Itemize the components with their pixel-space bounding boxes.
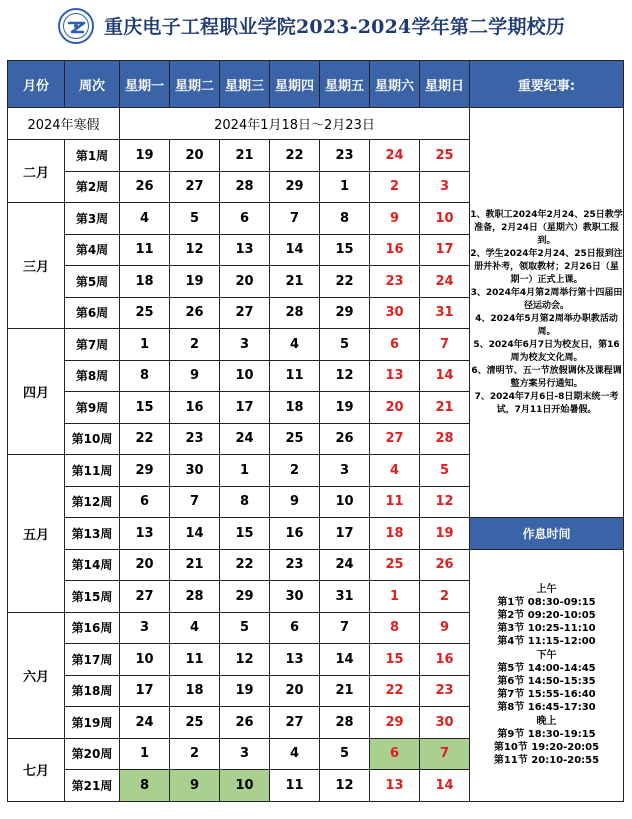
day-cell: 15 xyxy=(220,518,270,550)
header-friday: 星期五 xyxy=(320,61,370,108)
day-cell: 16 xyxy=(370,234,420,266)
day-cell: 29 xyxy=(270,171,320,203)
day-cell: 22 xyxy=(370,675,420,707)
day-cell: 2 xyxy=(170,329,220,361)
day-cell: 25 xyxy=(420,140,470,172)
day-cell: 8 xyxy=(220,486,270,518)
day-cell: 11 xyxy=(170,644,220,676)
schedule-row: 第5节 14:00-14:45 xyxy=(497,662,596,674)
day-cell: 8 xyxy=(320,203,370,235)
day-cell: 23 xyxy=(270,549,320,581)
day-cell: 21 xyxy=(270,266,320,298)
day-cell: 5 xyxy=(320,738,370,770)
schedule-row: 上午 xyxy=(536,583,557,595)
day-cell: 24 xyxy=(120,707,170,739)
day-cell: 7 xyxy=(420,738,470,770)
day-cell: 14 xyxy=(420,770,470,802)
day-cell: 27 xyxy=(120,581,170,613)
school-logo-icon xyxy=(58,8,94,44)
week-number-cell: 第1周 xyxy=(65,140,120,172)
week-number-cell: 第7周 xyxy=(65,329,120,361)
header-tuesday: 星期二 xyxy=(170,61,220,108)
day-cell: 10 xyxy=(120,644,170,676)
day-cell: 23 xyxy=(420,675,470,707)
day-cell: 16 xyxy=(270,518,320,550)
schedule-row: 第10节 19:20-20:05 xyxy=(493,742,600,754)
note-item: 1、教职工2024年2月24、25日教学准备，2月24日（星期六）教职工报到。 xyxy=(470,209,623,246)
day-cell: 27 xyxy=(220,297,270,329)
day-cell: 3 xyxy=(420,171,470,203)
week-number-cell: 第10周 xyxy=(65,423,120,455)
day-cell: 19 xyxy=(420,518,470,550)
week-number-cell: 第18周 xyxy=(65,675,120,707)
day-cell: 1 xyxy=(120,329,170,361)
day-cell: 22 xyxy=(320,266,370,298)
week-number-cell: 第17周 xyxy=(65,644,120,676)
day-cell: 6 xyxy=(370,738,420,770)
day-cell: 12 xyxy=(320,360,370,392)
schedule-title: 作息时间 xyxy=(470,518,624,550)
day-cell: 12 xyxy=(220,644,270,676)
day-cell: 19 xyxy=(120,140,170,172)
day-cell: 4 xyxy=(120,203,170,235)
day-cell: 5 xyxy=(420,455,470,487)
header-week: 周次 xyxy=(65,61,120,108)
schedule-row: 第6节 14:50-15:35 xyxy=(497,676,596,687)
schedule-row: 第9节 18:30-19:15 xyxy=(497,728,596,740)
note-item: 7、2024年7月6日-8日期末统一考试，7月11日开始暑假。 xyxy=(474,391,619,415)
day-cell: 30 xyxy=(370,297,420,329)
day-cell: 25 xyxy=(170,707,220,739)
week-number-cell: 第5周 xyxy=(65,266,120,298)
day-cell: 8 xyxy=(120,360,170,392)
day-cell: 27 xyxy=(170,171,220,203)
day-cell: 30 xyxy=(420,707,470,739)
day-cell: 13 xyxy=(370,770,420,802)
day-cell: 15 xyxy=(120,392,170,424)
week-number-cell: 第16周 xyxy=(65,612,120,644)
day-cell: 8 xyxy=(120,770,170,802)
day-cell: 9 xyxy=(370,203,420,235)
page-header xyxy=(0,0,632,52)
week-number-cell: 第19周 xyxy=(65,707,120,739)
header-month: 月份 xyxy=(8,61,65,108)
important-notes xyxy=(470,108,624,518)
week-number-cell: 第6周 xyxy=(65,297,120,329)
day-cell: 15 xyxy=(320,234,370,266)
day-cell: 25 xyxy=(120,297,170,329)
day-cell: 19 xyxy=(220,675,270,707)
day-cell: 4 xyxy=(370,455,420,487)
day-cell: 25 xyxy=(370,549,420,581)
day-cell: 30 xyxy=(270,581,320,613)
day-cell: 10 xyxy=(220,360,270,392)
month-cell: 七月 xyxy=(8,738,65,801)
header-saturday: 星期六 xyxy=(370,61,420,108)
note-item: 6、清明节、五一节放假调休及课程调整方案另行通知。 xyxy=(471,365,622,389)
week-number-cell: 第14周 xyxy=(65,549,120,581)
week-number-cell: 第12周 xyxy=(65,486,120,518)
day-cell: 5 xyxy=(220,612,270,644)
day-cell: 26 xyxy=(320,423,370,455)
week-number-cell: 第9周 xyxy=(65,392,120,424)
week-number-cell: 第4周 xyxy=(65,234,120,266)
day-cell: 31 xyxy=(420,297,470,329)
day-cell: 26 xyxy=(170,297,220,329)
day-cell: 20 xyxy=(120,549,170,581)
page-title: 重庆电子工程职业学院2023-2024学年第二学期校历 xyxy=(104,16,566,38)
day-cell: 28 xyxy=(420,423,470,455)
day-cell: 24 xyxy=(370,140,420,172)
header-notes: 重要纪事: xyxy=(470,61,624,108)
schedule-times xyxy=(470,549,624,801)
day-cell: 29 xyxy=(370,707,420,739)
header-row xyxy=(8,61,624,108)
day-cell: 8 xyxy=(370,612,420,644)
day-cell: 28 xyxy=(220,171,270,203)
day-cell: 12 xyxy=(420,486,470,518)
schedule-row: 下午 xyxy=(536,649,557,661)
day-cell: 1 xyxy=(370,581,420,613)
day-cell: 19 xyxy=(320,392,370,424)
day-cell: 13 xyxy=(370,360,420,392)
day-cell: 2 xyxy=(170,738,220,770)
header-thursday: 星期四 xyxy=(270,61,320,108)
day-cell: 20 xyxy=(370,392,420,424)
month-cell: 六月 xyxy=(8,612,65,738)
schedule-row: 第11节 20:10-20:55 xyxy=(493,755,600,767)
day-cell: 21 xyxy=(420,392,470,424)
day-cell: 3 xyxy=(120,612,170,644)
school-calendar-table xyxy=(7,60,624,802)
day-cell: 11 xyxy=(270,360,320,392)
day-cell: 21 xyxy=(170,549,220,581)
week-row xyxy=(8,518,624,550)
header-monday: 星期一 xyxy=(120,61,170,108)
week-number-cell: 第21周 xyxy=(65,770,120,802)
day-cell: 23 xyxy=(170,423,220,455)
day-cell: 26 xyxy=(220,707,270,739)
week-number-cell: 第2周 xyxy=(65,171,120,203)
day-cell: 6 xyxy=(220,203,270,235)
day-cell: 4 xyxy=(270,738,320,770)
day-cell: 21 xyxy=(220,140,270,172)
week-number-cell: 第20周 xyxy=(65,738,120,770)
day-cell: 4 xyxy=(270,329,320,361)
day-cell: 5 xyxy=(170,203,220,235)
note-item: 2、学生2024年2月24、25日报到注册并补考，领取教材；2月26日（星期一）正式上课。 xyxy=(470,248,623,285)
day-cell: 17 xyxy=(220,392,270,424)
day-cell: 14 xyxy=(170,518,220,550)
day-cell: 18 xyxy=(370,518,420,550)
day-cell: 2 xyxy=(270,455,320,487)
day-cell: 28 xyxy=(170,581,220,613)
week-number-cell: 第11周 xyxy=(65,455,120,487)
day-cell: 16 xyxy=(170,392,220,424)
day-cell: 21 xyxy=(320,675,370,707)
day-cell: 2 xyxy=(370,171,420,203)
day-cell: 18 xyxy=(170,675,220,707)
day-cell: 3 xyxy=(220,329,270,361)
day-cell: 26 xyxy=(120,171,170,203)
day-cell: 22 xyxy=(270,140,320,172)
day-cell: 11 xyxy=(120,234,170,266)
day-cell: 20 xyxy=(220,266,270,298)
day-cell: 9 xyxy=(170,770,220,802)
day-cell: 20 xyxy=(270,675,320,707)
day-cell: 29 xyxy=(220,581,270,613)
day-cell: 31 xyxy=(320,581,370,613)
day-cell: 7 xyxy=(270,203,320,235)
schedule-row: 第4节 11:15-12:00 xyxy=(497,636,596,648)
day-cell: 6 xyxy=(120,486,170,518)
day-cell: 17 xyxy=(120,675,170,707)
schedule-row: 第3节 10:25-11:10 xyxy=(497,623,596,635)
note-item: 4、2024年5月第2周举办职教活动周。 xyxy=(475,313,618,337)
day-cell: 10 xyxy=(320,486,370,518)
day-cell: 17 xyxy=(420,234,470,266)
day-cell: 1 xyxy=(220,455,270,487)
day-cell: 10 xyxy=(420,203,470,235)
day-cell: 11 xyxy=(370,486,420,518)
winter-label: 2024年寒假 xyxy=(8,108,120,140)
month-cell: 五月 xyxy=(8,455,65,613)
note-item: 5、2024年6月7日为校友日，第16周为校友文化周。 xyxy=(473,339,620,363)
day-cell: 4 xyxy=(170,612,220,644)
schedule-row: 晚上 xyxy=(536,715,557,727)
day-cell: 29 xyxy=(320,297,370,329)
day-cell: 27 xyxy=(370,423,420,455)
day-cell: 9 xyxy=(170,360,220,392)
day-cell: 2 xyxy=(420,581,470,613)
day-cell: 28 xyxy=(320,707,370,739)
month-cell: 三月 xyxy=(8,203,65,329)
day-cell: 13 xyxy=(270,644,320,676)
schedule-row: 第2节 09:20-10:05 xyxy=(497,609,596,621)
header-wednesday: 星期三 xyxy=(220,61,270,108)
day-cell: 18 xyxy=(120,266,170,298)
week-number-cell: 第15周 xyxy=(65,581,120,613)
week-number-cell: 第13周 xyxy=(65,518,120,550)
week-row xyxy=(8,549,624,581)
winter-range: 2024年1月18日～2月23日 xyxy=(120,108,470,140)
day-cell: 30 xyxy=(170,455,220,487)
day-cell: 19 xyxy=(170,266,220,298)
day-cell: 3 xyxy=(220,738,270,770)
day-cell: 27 xyxy=(270,707,320,739)
day-cell: 13 xyxy=(220,234,270,266)
day-cell: 12 xyxy=(170,234,220,266)
day-cell: 14 xyxy=(420,360,470,392)
day-cell: 25 xyxy=(270,423,320,455)
day-cell: 17 xyxy=(320,518,370,550)
day-cell: 12 xyxy=(320,770,370,802)
day-cell: 14 xyxy=(270,234,320,266)
day-cell: 6 xyxy=(270,612,320,644)
month-cell: 四月 xyxy=(8,329,65,455)
week-number-cell: 第8周 xyxy=(65,360,120,392)
day-cell: 7 xyxy=(320,612,370,644)
day-cell: 5 xyxy=(320,329,370,361)
day-cell: 22 xyxy=(220,549,270,581)
day-cell: 24 xyxy=(220,423,270,455)
day-cell: 18 xyxy=(270,392,320,424)
day-cell: 15 xyxy=(370,644,420,676)
day-cell: 9 xyxy=(270,486,320,518)
schedule-row: 第7节 15:55-16:40 xyxy=(497,689,596,701)
header-sunday: 星期日 xyxy=(420,61,470,108)
day-cell: 7 xyxy=(420,329,470,361)
day-cell: 28 xyxy=(270,297,320,329)
day-cell: 23 xyxy=(370,266,420,298)
day-cell: 1 xyxy=(120,738,170,770)
schedule-row: 第1节 08:30-09:15 xyxy=(497,596,596,608)
day-cell: 10 xyxy=(220,770,270,802)
day-cell: 7 xyxy=(170,486,220,518)
day-cell: 29 xyxy=(120,455,170,487)
schedule-row: 第8节 16:45-17:30 xyxy=(497,702,596,714)
day-cell: 14 xyxy=(320,644,370,676)
day-cell: 24 xyxy=(420,266,470,298)
day-cell: 3 xyxy=(320,455,370,487)
day-cell: 9 xyxy=(420,612,470,644)
day-cell: 20 xyxy=(170,140,220,172)
month-cell: 二月 xyxy=(8,140,65,203)
day-cell: 16 xyxy=(420,644,470,676)
note-item: 3、2024年4月第2周举行第十四届田径运动会。 xyxy=(470,287,623,311)
day-cell: 26 xyxy=(420,549,470,581)
day-cell: 11 xyxy=(270,770,320,802)
day-cell: 13 xyxy=(120,518,170,550)
day-cell: 1 xyxy=(320,171,370,203)
winter-row xyxy=(8,108,624,140)
week-number-cell: 第3周 xyxy=(65,203,120,235)
day-cell: 22 xyxy=(120,423,170,455)
day-cell: 6 xyxy=(370,329,420,361)
day-cell: 24 xyxy=(320,549,370,581)
day-cell: 23 xyxy=(320,140,370,172)
